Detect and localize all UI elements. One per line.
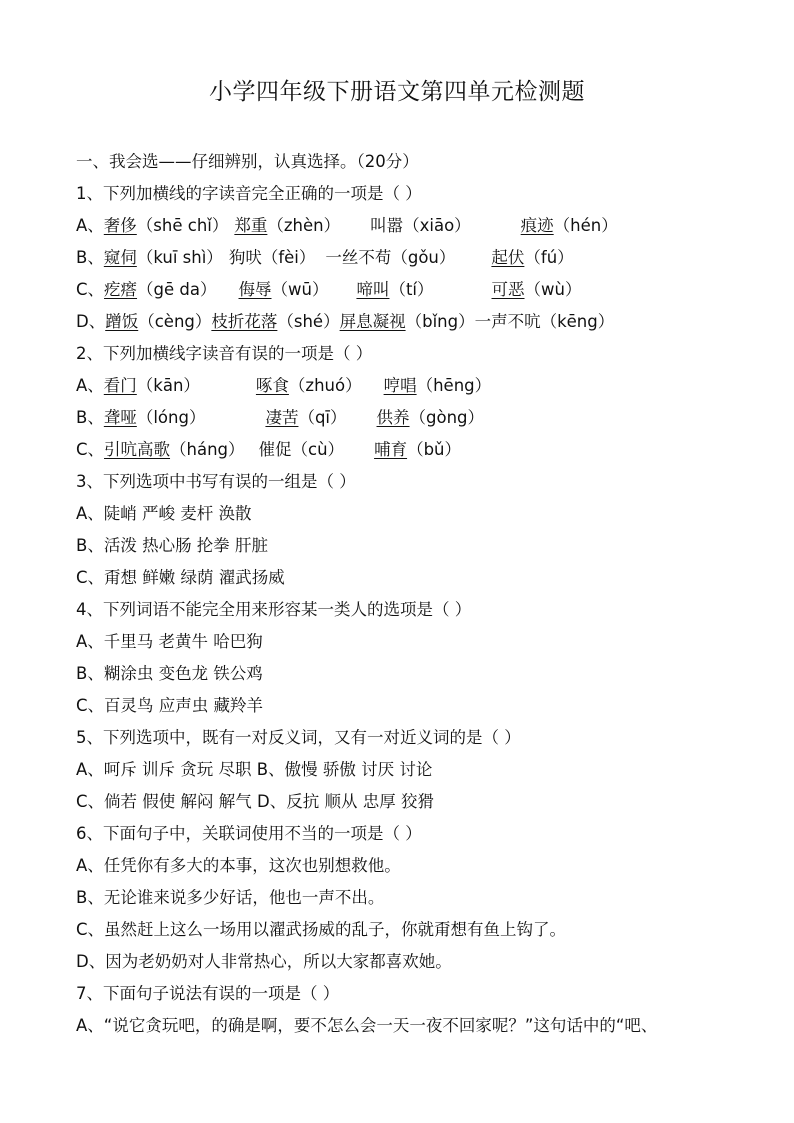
word: 屏息凝视 [339,312,406,331]
pinyin: （wū） [271,280,329,299]
word: 蹭饭 [105,312,139,331]
pinyin: （gē da） [137,280,217,299]
question-6-option-d: D、因为老奶奶对人非常热心，所以大家都喜欢她。 [76,952,452,971]
question-1-option-c [76,274,776,306]
worksheet-body [76,146,776,1042]
option-letter: D、 [76,312,106,331]
question-2-option-c [76,434,776,466]
question-4-option-b: B、糊涂虫 变色龙 铁公鸡 [76,664,263,683]
question-3-stem: 3、下列选项中书写有误的一组是（ ） [76,472,356,491]
pinyin: （zhuó） [288,376,362,395]
pinyin: （fú） [524,248,574,267]
pinyin: （gǒu） [391,248,456,267]
word: 供养 [376,408,410,427]
word: 痕迹 [520,216,554,235]
pinyin: （bǔ） [407,440,461,459]
word: 郑重 [234,216,268,235]
question-6-option-c: C、虽然赶上这么一场用以濯武扬威的乱子，你就甭想有鱼上钩了。 [76,920,567,939]
word: 啄食 [255,376,289,395]
option-letter: A、 [76,216,104,235]
pinyin: （bǐng） [405,312,475,331]
pinyin: （tí） [389,280,434,299]
word: 叫嚣 [370,216,404,235]
option-letter: C、 [76,280,105,299]
word: 一丝不苟 [325,248,392,267]
word: 起伏 [491,248,525,267]
word: 引吭高歌 [104,440,171,459]
question-5-options-ab: A、呵斥 训斥 贪玩 尽职 B、傲慢 骄傲 讨厌 讨论 [76,760,433,779]
question-2-stem: 2、下列加横线字读音有误的一项是（ ） [76,344,373,363]
question-4-option-a: A、千里马 老黄牛 哈巴狗 [76,632,263,651]
pinyin: （cù） [291,440,345,459]
question-2-option-b [76,402,776,434]
word: 奢侈 [103,216,137,235]
word: 狗吠 [228,248,262,267]
word: 侮辱 [238,280,272,299]
pinyin: （kān） [136,376,200,395]
pinyin: （wù） [524,280,582,299]
pinyin: （shé） [277,312,340,331]
pinyin: （qī） [298,408,347,427]
option-letter: B、 [76,248,104,267]
word: 啼叫 [356,280,390,299]
word: 聋哑 [103,408,137,427]
question-5-options-cd: C、倘若 假使 解闷 解气 D、反抗 顺从 忠厚 狡猾 [76,792,434,811]
pinyin: （zhèn） [267,216,341,235]
word: 哼唱 [383,376,417,395]
word: 凄苦 [265,408,299,427]
question-6-stem: 6、下面句子中，关联词使用不当的一项是（ ） [76,824,422,843]
option-letter: C、 [76,440,105,459]
word: 窥伺 [103,248,137,267]
question-3-option-c: C、甭想 鲜嫩 绿荫 濯武扬威 [76,568,285,587]
word: 催促 [258,440,292,459]
question-4-stem: 4、下列词语不能完全用来形容某一类人的选项是（ ） [76,600,472,619]
pinyin: （háng） [170,440,245,459]
pinyin: （xiāo） [403,216,471,235]
question-5-stem: 5、下列选项中，既有一对反义词，又有一对近义词的是（ ） [76,728,521,747]
pinyin: （kēng） [540,312,615,331]
word: 疙瘩 [104,280,138,299]
question-7-stem: 7、下面句子说法有误的一项是（ ） [76,984,340,1003]
option-letter: B、 [76,408,104,427]
page-title: 小学四年级下册语文第四单元检测题 [209,79,585,105]
word: 可恶 [491,280,525,299]
pinyin: （fèi） [261,248,316,267]
pinyin: （gòng） [409,408,485,427]
question-1-option-d [76,306,776,338]
question-1-option-a [76,210,776,242]
word: 枝折花落 [211,312,278,331]
pinyin: （hén） [553,216,618,235]
question-6-option-b: B、无论谁来说多少好话，他也一声不出。 [76,888,385,907]
question-2-option-a [76,370,776,402]
question-3-option-a: A、陡峭 严峻 麦杆 涣散 [76,504,252,523]
question-4-option-c: C、百灵鸟 应声虫 藏羚羊 [76,696,264,715]
word: 哺育 [374,440,408,459]
pinyin: （cèng） [138,312,212,331]
pinyin: （lóng） [136,408,206,427]
pinyin: （hēng） [416,376,492,395]
question-6-option-a: A、任凭你有多大的本事，这次也别想救他。 [76,856,401,875]
pinyin: （shē chǐ） [136,216,229,235]
question-1-stem: 1、下列加横线的字读音完全正确的一项是（ ） [76,184,422,203]
pinyin: （kuī shì） [136,248,223,267]
question-1-option-b [76,242,776,274]
section-heading: 一、我会选——仔细辨别，认真选择。（20分） [76,152,419,171]
option-letter: A、 [76,376,104,395]
question-7-option-a: A、“说它贪玩吧，的确是啊，要不怎么会一天一夜不回家呢？”这句话中的“吧、 [76,1016,658,1035]
word: 一声不吭 [474,312,541,331]
question-3-option-b: B、活泼 热心肠 抡拳 肝脏 [76,536,269,555]
word: 看门 [103,376,137,395]
